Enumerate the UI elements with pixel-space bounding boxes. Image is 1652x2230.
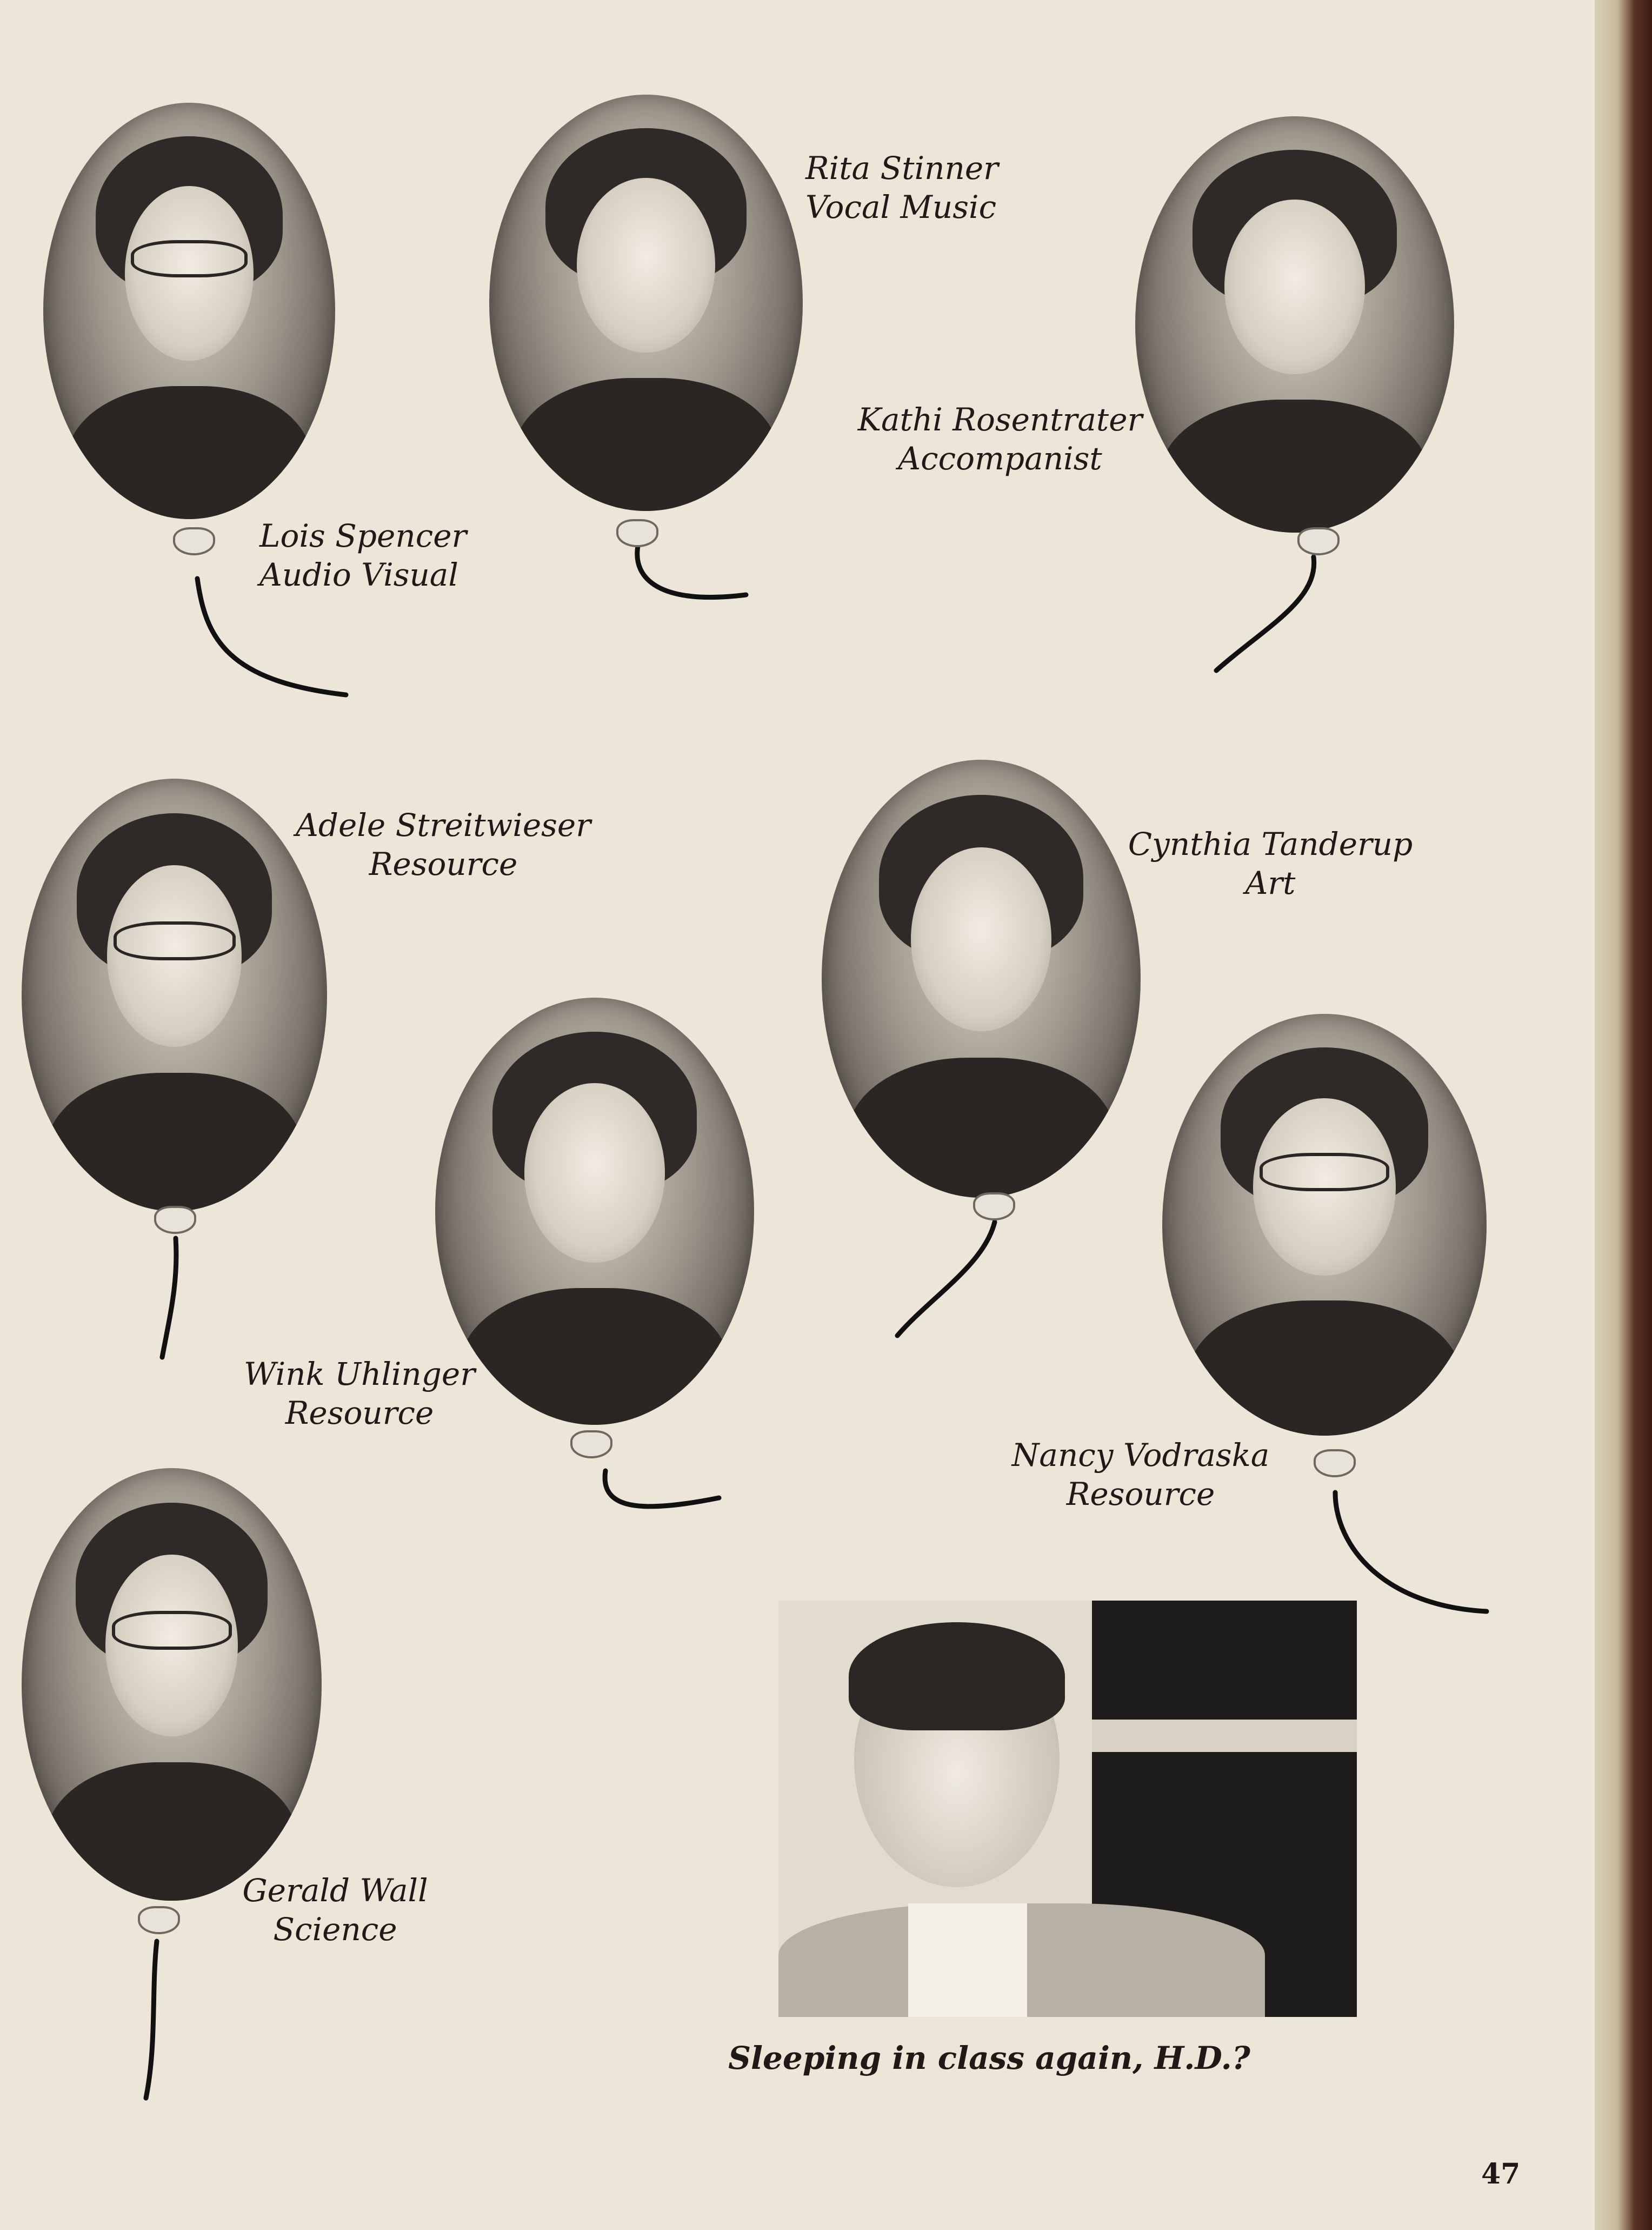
staff-role: Science	[273, 1911, 397, 1948]
portrait-rita-stinner	[489, 95, 803, 511]
caption-rita-stinner	[805, 149, 998, 227]
face	[524, 1083, 665, 1263]
glasses-icon	[1260, 1153, 1389, 1191]
string-wink-uhlinger	[605, 1471, 719, 1506]
string-cynthia-tanderup	[897, 1222, 995, 1336]
portrait-gerald-wall	[22, 1468, 322, 1901]
staff-name: Lois Spencer	[259, 517, 467, 554]
string-gerald-wall	[146, 1941, 157, 2098]
chalkboard-frame	[1092, 1720, 1357, 1752]
book-binding	[1595, 0, 1652, 2230]
staff-role: Audio Visual	[259, 556, 458, 593]
balloon-knot	[973, 1192, 1015, 1220]
staff-name: Rita Stinner	[805, 150, 998, 187]
clothing	[847, 1058, 1115, 1198]
string-lois-spencer	[197, 579, 346, 695]
caption-cynthia-tanderup	[1114, 825, 1427, 902]
glasses-icon	[114, 921, 236, 960]
glasses-icon	[131, 240, 248, 277]
clothing	[1188, 1300, 1461, 1436]
caption-gerald-wall	[227, 1871, 443, 1949]
string-adele-streitwieser	[162, 1238, 176, 1357]
staff-name: Wink Uhlinger	[244, 1356, 475, 1392]
balloon-knot	[138, 1906, 180, 1934]
balloon-knot	[1297, 527, 1340, 555]
glasses-icon	[112, 1611, 232, 1650]
staff-role: Vocal Music	[805, 189, 997, 225]
balloon-knot	[570, 1430, 612, 1458]
staff-role: Resource	[369, 846, 518, 882]
photo-caption: Sleeping in class again, H.D.?	[728, 2040, 1250, 2076]
shirt-collar	[908, 1903, 1027, 2017]
caption-wink-uhlinger	[227, 1355, 492, 1432]
balloon-knot	[1314, 1449, 1356, 1477]
clothing	[46, 1073, 303, 1211]
portrait-kathi-rosentrater	[1135, 116, 1454, 533]
staff-name: Cynthia Tanderup	[1128, 826, 1413, 862]
staff-name: Gerald Wall	[242, 1872, 428, 1909]
face	[911, 847, 1051, 1031]
clothing	[461, 1288, 729, 1425]
face	[1224, 200, 1365, 374]
portrait-lois-spencer	[43, 103, 335, 519]
caption-nancy-vodraska	[995, 1436, 1287, 1514]
clothing	[66, 386, 312, 519]
balloon-knot	[616, 519, 658, 547]
portrait-adele-streitwieser	[22, 779, 327, 1211]
hair	[849, 1622, 1065, 1730]
string-kathi-rosentrater	[1216, 557, 1314, 671]
caption-lois-spencer	[259, 516, 467, 594]
clothing	[1161, 400, 1429, 533]
face	[577, 178, 715, 353]
staff-name: Kathi Rosentrater	[857, 401, 1143, 438]
staff-name: Adele Streitwieser	[296, 807, 591, 844]
staff-name: Nancy Vodraska	[1011, 1437, 1270, 1474]
balloon-knot	[154, 1206, 196, 1234]
staff-role: Accompanist	[898, 440, 1102, 477]
staff-role: Resource	[1066, 1476, 1215, 1512]
page-number: 47	[1481, 2158, 1521, 2191]
caption-kathi-rosentrater	[843, 400, 1157, 478]
string-rita-stinner	[637, 546, 746, 597]
clothing	[514, 378, 777, 511]
candid-photo	[778, 1601, 1357, 2017]
caption-adele-streitwieser	[287, 806, 600, 884]
staff-role: Art	[1245, 865, 1296, 901]
portrait-nancy-vodraska	[1162, 1014, 1487, 1436]
balloon-knot	[173, 527, 215, 555]
portrait-cynthia-tanderup	[822, 760, 1141, 1198]
staff-role: Resource	[285, 1395, 434, 1431]
string-nancy-vodraska	[1335, 1492, 1487, 1611]
